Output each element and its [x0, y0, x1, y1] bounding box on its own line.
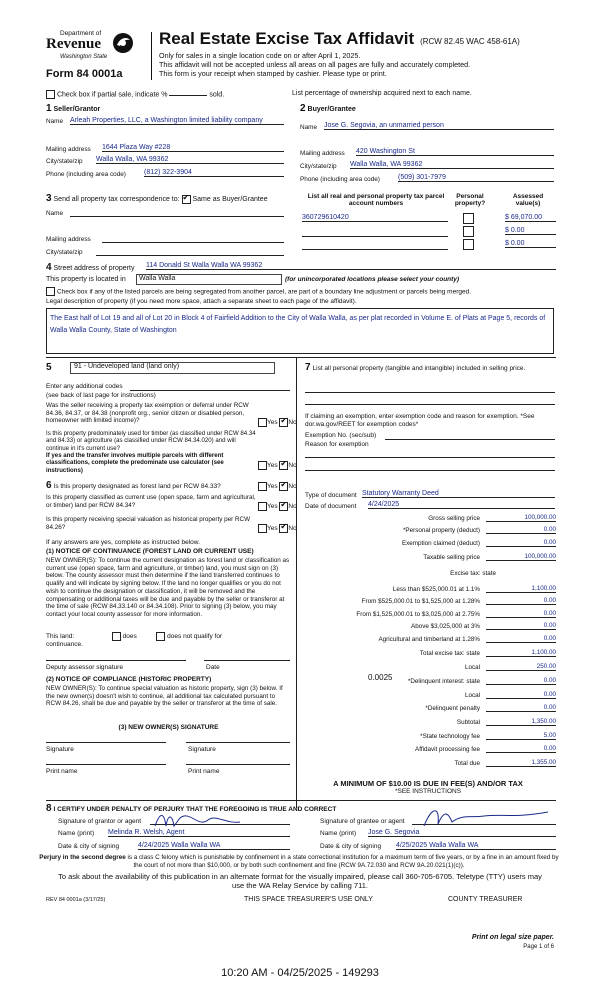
- form-number: Form 84 0001a: [46, 68, 123, 80]
- sec3-city-row: [46, 249, 286, 256]
- personal-property-checkbox-1[interactable]: [463, 213, 474, 224]
- page-number: Page 1 of 6: [523, 944, 554, 950]
- new-owner-title: (3) NEW OWNER(S) SIGNATURE: [118, 724, 219, 731]
- sec3-title: Send all property tax correspondence to:: [53, 196, 180, 203]
- local-rate: 0.0025: [368, 673, 393, 682]
- revenue-word: Revenue: [46, 36, 101, 52]
- sec3-num: 3: [46, 193, 52, 204]
- this-land-row: [46, 632, 222, 641]
- timber-question-note: If yes and the transfer involves multiple parcels with different classifications, complete the predominate use calculator (see instructions): [46, 452, 224, 474]
- timber-yes-label: Yes: [267, 462, 278, 470]
- deputy-date-label: Date: [206, 664, 220, 671]
- sold-label: sold.: [209, 91, 225, 99]
- sec3-city-field[interactable]: [96, 255, 284, 256]
- calc-label: Gross selling price: [428, 515, 480, 522]
- buyer-phone-field[interactable]: (509) 301-7979: [398, 174, 554, 182]
- revenue-logo: [46, 30, 146, 70]
- land-use-select[interactable]: 91 - Undeveloped land (land only): [70, 362, 275, 374]
- exemption-reason-line-2[interactable]: [305, 470, 555, 471]
- answers-note: If any answers are yes, complete as instructed below.: [46, 539, 200, 546]
- calc-row: [330, 623, 556, 633]
- assessed-value-2[interactable]: $ 0.00: [505, 227, 556, 235]
- sec8-num: 8: [46, 803, 52, 814]
- current-use-yes-no: [258, 502, 297, 511]
- timber-no-label: No: [288, 462, 297, 470]
- historic-yes-checkbox[interactable]: [258, 524, 267, 533]
- sec3-name-label: Name: [46, 210, 64, 217]
- title-row: [159, 29, 520, 49]
- calc-label: Affidavit processing fee: [415, 746, 480, 753]
- calc-value[interactable]: 0.00: [486, 597, 556, 605]
- seller-phone-field[interactable]: (812) 322-3904: [144, 169, 284, 177]
- buyer-address-row: [300, 150, 556, 157]
- exemption-no-label: No: [288, 419, 297, 427]
- additional-codes-note: (see back of last page for instructions): [46, 392, 156, 399]
- calc-value[interactable]: 0.00: [486, 704, 556, 712]
- land-does-label: does: [122, 633, 137, 641]
- calc-value[interactable]: 0.00: [486, 677, 556, 685]
- timestamp-stamp: 10:20 AM - 04/25/2025 - 149293: [221, 967, 379, 979]
- buyer-num: 2: [300, 103, 306, 114]
- accessibility-notice: To ask about the availability of this publication in an alternate format for the visually impaired, please call 360-705-6705. Teletype (TTY) users may use the WA Relay Service by calling 711.: [58, 872, 542, 890]
- doc-date-label: Date of document: [305, 503, 357, 510]
- seller-title: Seller/Grantor: [53, 106, 101, 113]
- owner-signature-2[interactable]: [186, 742, 290, 743]
- owner-signature-label-2: Signature: [188, 746, 216, 753]
- parcel-number-3[interactable]: [302, 241, 448, 250]
- calc-label: From $1,525,000.01 to $3,025,000 at 2.75%: [356, 611, 480, 618]
- calc-label: *Delinquent penalty: [425, 705, 480, 712]
- buyer-city-field[interactable]: Walla Walla, WA 99362: [350, 161, 554, 169]
- calc-row: [330, 586, 556, 596]
- buyer-title: Buyer/Grantee: [307, 106, 356, 113]
- personal-property-line-1[interactable]: [305, 392, 555, 393]
- seller-name-field[interactable]: Arleah Properties, LLC, a Washington limited liability company: [70, 117, 284, 125]
- forest-yes-no: [258, 482, 297, 491]
- sec3-heading: [46, 193, 268, 204]
- partial-percent-field[interactable]: [169, 95, 207, 96]
- forest-no-checkbox[interactable]: [279, 482, 288, 491]
- calc-value[interactable]: 0.00: [486, 745, 556, 753]
- grantee-signature-icon: [418, 804, 558, 830]
- grantor-date-label: Date & city of signing: [58, 843, 120, 850]
- personal-property-line-2[interactable]: [305, 404, 555, 405]
- sec7-heading: [305, 362, 555, 373]
- seller-name-row: [46, 118, 286, 125]
- exemption-reason-label: Reason for exemption: [305, 441, 369, 448]
- doc-date-field[interactable]: 4/24/2025: [368, 501, 555, 509]
- exemption-no-field[interactable]: [385, 432, 555, 440]
- sec7-num: 7: [305, 362, 311, 373]
- calc-label: Above $3,025,000 at 3%: [411, 623, 480, 630]
- legal-label: Legal description of property (if you need more space, attach a separate sheet to each page of the affidavit).: [46, 298, 357, 305]
- certify-title: I CERTIFY UNDER PENALTY OF PERJURY THAT THE FOREGOING IS TRUE AND CORRECT: [53, 806, 337, 813]
- calc-label: *Delinquent interest: state: [407, 678, 480, 685]
- historic-yes-label: Yes: [267, 525, 278, 533]
- current-use-no-label: No: [288, 503, 297, 511]
- timber-no-checkbox[interactable]: [279, 461, 288, 470]
- sec3-name-field[interactable]: [70, 216, 284, 217]
- section-divider-8: [46, 800, 556, 801]
- header-note-3: This form is your receipt when stamped by cashier. Please type or print.: [159, 69, 387, 78]
- calc-row: [330, 692, 556, 702]
- personal-property-checkbox-3[interactable]: [463, 239, 474, 250]
- calc-row: [330, 650, 556, 660]
- legal-description-text: The East half of Lot 19 and all of Lot 20 in Block 4 of Fairfield Addition to the City of Walla Walla, as per plat recorded in Volume E. of Plats at Page 5, records of Walla Walla County, State of Washington: [50, 315, 546, 334]
- assessed-col-header: Assessed value(s): [512, 193, 544, 207]
- sec3-address-label: Mailing address: [46, 236, 91, 243]
- calc-label: *Personal property (deduct): [402, 527, 480, 534]
- seller-city-label: City/state/zip: [46, 158, 83, 165]
- seller-phone-row: [46, 171, 286, 178]
- street-row: [46, 262, 134, 273]
- seller-phone-label: Phone (including area code): [46, 171, 126, 178]
- exemption-no-label: Exemption No. (sec/sub): [305, 432, 377, 439]
- exemption-yes-label: Yes: [267, 419, 278, 427]
- exemption-question: Was the seller receiving a property tax exemption or deferral under RCW 84.36, 84.37, or 84.38 (nonprofit org., senior citizen or disabled person, homeowner with limited income)?: [46, 402, 249, 425]
- forest-question: Is this property designated as forest land per RCW 84.33?: [53, 483, 221, 490]
- perjury-notice: [38, 854, 560, 869]
- historic-yes-no: [258, 524, 297, 533]
- forest-no-label: No: [288, 483, 297, 491]
- seller-address-field[interactable]: 1644 Plaza Way #228: [102, 144, 284, 152]
- sec5-num: 5: [46, 362, 52, 373]
- grantor-signature-label: Signature of grantor or agent: [58, 818, 142, 825]
- minimum-due: A MINIMUM OF $10.00 IS DUE IN FEE(S) AND/OR TAX: [333, 779, 523, 788]
- calc-row: [330, 664, 556, 674]
- grantee-name-label: Name (print): [320, 830, 357, 837]
- calc-value[interactable]: 0.00: [486, 539, 556, 547]
- calc-label: Agricultural and timberland at 1.28%: [378, 636, 480, 643]
- sec3-address-row: [46, 236, 286, 243]
- calc-row: [330, 760, 556, 770]
- current-use-yes-label: Yes: [267, 503, 278, 511]
- calc-value[interactable]: 0.00: [486, 622, 556, 630]
- calc-label: Total excise tax: state: [419, 650, 480, 657]
- owner-print-label-2: Print name: [188, 768, 220, 775]
- doc-type-label: Type of document: [305, 492, 357, 499]
- exemption-yes-checkbox[interactable]: [258, 418, 267, 427]
- timber-question: Is this property predominately used for timber (as classified under RCW 84.34 and 84.33) or agriculture (as classified under RCW 84.34.020) and will continue in it's current use?: [46, 430, 256, 452]
- same-as-buyer-label: Same as Buyer/Grantee: [192, 196, 268, 203]
- owner-print-2[interactable]: [186, 764, 290, 765]
- land-does-not-checkbox[interactable]: [156, 632, 165, 641]
- treasurer-only: THIS SPACE TREASURER'S USE ONLY: [244, 896, 373, 903]
- doc-type-field[interactable]: Statutory Warranty Deed: [362, 490, 555, 498]
- historic-no-checkbox[interactable]: [279, 524, 288, 533]
- land-does-checkbox[interactable]: [112, 632, 121, 641]
- exemption-yes-no: [258, 418, 297, 427]
- owner-signature-1[interactable]: [46, 742, 166, 743]
- notice-compliance-text: NEW OWNER(S): To continue special valuation as historic property, sign (3) below. If the new owner(s) doesn't wish to continue, all additional tax calculated pursuant to RCW 84.26, shall be due and payable by the seller or transferor at the time of sale.: [46, 685, 283, 708]
- parcel-number-1[interactable]: 360729610420: [302, 214, 448, 222]
- street-label: Street address of property: [53, 265, 135, 272]
- calc-label: Local: [464, 664, 480, 671]
- calc-value[interactable]: 1,100.00: [486, 649, 556, 657]
- exemption-text: If claiming an exemption, enter exemption code and reason for exemption. *See dor.wa.gov/REET for exemption codes*: [305, 413, 535, 428]
- header-note-2: This affidavit will not be accepted unless all areas on all pages are fully and accurately completed.: [159, 60, 471, 69]
- assessed-value-1[interactable]: $ 69,070.00: [505, 214, 556, 222]
- buyer-address-label: Mailing address: [300, 150, 345, 157]
- continuance-label: continuance.: [46, 641, 83, 648]
- notice-continuance-text: NEW OWNER(S): To continue the current designation as forest land or classification as current use (open space, farm and agriculture, or timber) land, you must sign on (3) below. The county assessor must then determine if the land transferred continues to qualify and will indicate by signing below. If the land no longer qualifies or you do not wish to continue the designation or classification, it will be removed and the compensating or additional taxes will be due and payable by the seller or transferor at the time of sale (RCW 84.33.140 or 84.34.108). Prior to signing (3) below, you may contact your local county assessor for more information.: [46, 557, 290, 618]
- section-divider-5: [46, 357, 556, 358]
- rev-code: REV 84 0001a (3/17/25): [46, 897, 106, 903]
- timber-yes-no: [258, 461, 297, 470]
- sec3-address-field[interactable]: [102, 242, 284, 243]
- buyer-city-row: [300, 163, 556, 170]
- same-as-buyer-checkbox[interactable]: [182, 195, 191, 204]
- sec3-name-row: [46, 210, 286, 217]
- parcel-col-header: List all real and personal property tax parcel account numbers: [307, 193, 445, 207]
- calc-value[interactable]: 100,000.00: [486, 514, 556, 522]
- grantee-date-label: Date & city of signing: [320, 843, 382, 850]
- buyer-phone-label: Phone (including area code): [300, 176, 380, 183]
- partial-sale-checkbox[interactable]: [46, 90, 55, 99]
- legal-description-box[interactable]: [46, 308, 554, 354]
- historic-question: Is this property receiving special valuation as historical property per RCW 84.26?: [46, 516, 251, 531]
- calc-row: [330, 515, 556, 525]
- partial-sale-label: Check box if partial sale, indicate %: [56, 91, 168, 99]
- exemption-no-checkbox[interactable]: [279, 418, 288, 427]
- segregated-row: [46, 287, 471, 296]
- segregated-label: Check box if any of the listed parcels are being segregated from another parcel, are part of a boundary line adjustment or parcels being merged.: [56, 288, 472, 296]
- located-label: This property is located in: [46, 276, 126, 283]
- perjury-bold: Perjury in the second degree: [39, 854, 126, 861]
- personal-col-header: Personal property?: [454, 193, 486, 207]
- current-use-yes-checkbox[interactable]: [258, 502, 267, 511]
- calc-label: Taxable selling price: [423, 554, 480, 561]
- current-use-question: Is this property classified as current use (open space, farm and agricultural, or timber) land per RCW 84.34?: [46, 494, 256, 509]
- calc-value[interactable]: 1,100.00: [486, 585, 556, 593]
- buyer-name-row: [300, 124, 556, 131]
- grantor-date-field[interactable]: 4/24/2025 Walla Walla WA: [138, 842, 290, 850]
- calc-value[interactable]: 0.00: [486, 635, 556, 643]
- buyer-name-field[interactable]: Jose G. Segovia, an unmarried person: [324, 122, 554, 130]
- this-land-label: This land:: [46, 633, 75, 641]
- seller-heading: [46, 103, 100, 114]
- historic-no-label: No: [288, 525, 297, 533]
- calc-value[interactable]: 1,355.00: [486, 759, 556, 767]
- calc-row: [330, 570, 556, 580]
- wa-logo-icon: [112, 32, 134, 54]
- located-select[interactable]: Walla Walla: [136, 274, 282, 285]
- calc-value[interactable]: 0.00: [486, 691, 556, 699]
- notice-continuance-title: (1) NOTICE OF CONTINUANCE (FOREST LAND OR CURRENT USE): [46, 548, 254, 555]
- deputy-date-line[interactable]: [204, 660, 290, 661]
- calc-label: Less than $525,000.01 at 1.1%: [392, 586, 480, 593]
- calc-row: [330, 733, 556, 743]
- grantor-name-field[interactable]: Melinda R. Welsh, Agent: [108, 829, 290, 837]
- calc-value[interactable]: 5.00: [486, 732, 556, 740]
- ownership-note: List percentage of ownership acquired next to each name.: [292, 90, 472, 97]
- calc-value[interactable]: 0.00: [486, 526, 556, 534]
- rcw-ref: (RCW 82.45 WAC 458-61A): [420, 37, 520, 46]
- seller-city-field[interactable]: Walla Walla, WA 99362: [96, 156, 284, 164]
- forest-yes-label: Yes: [267, 483, 278, 491]
- partial-sale-row: [46, 90, 224, 99]
- grantee-date-field[interactable]: 4/25/2025 Walla Walla WA: [396, 842, 556, 850]
- parcel-number-2[interactable]: [302, 228, 448, 237]
- buyer-heading: [300, 103, 356, 114]
- deputy-signature-label: Deputy assessor signature: [46, 664, 123, 671]
- calc-label: From $525,000.01 to $1,525,000 at 1.28%: [361, 598, 480, 605]
- seller-num: 1: [46, 103, 52, 114]
- calc-row: [330, 611, 556, 621]
- calc-row: [330, 746, 556, 756]
- calc-label: Local: [464, 692, 480, 699]
- personal-property-checkbox-2[interactable]: [463, 226, 474, 237]
- forest-yes-checkbox[interactable]: [258, 482, 267, 491]
- calc-row: [330, 636, 556, 646]
- calc-row: [330, 540, 556, 550]
- forest-row: [46, 480, 221, 491]
- sec3-city-label: City/state/zip: [46, 249, 83, 256]
- calc-label: Total due: [454, 760, 480, 767]
- perjury-text: is a class C felony which is punishable by confinement in a state correctional institution for a maximum term of five years, or by a fine in an amount fixed by the court of not more than $10,000, or by both such confinement and fine (RCW 9A.72.030 and RCW 9A.20.021(1)(c)).: [127, 854, 559, 869]
- located-row: [46, 276, 126, 283]
- grantee-signature-label: Signature of grantee or agent: [320, 818, 405, 825]
- calc-label: Exemption claimed (deduct): [401, 540, 480, 547]
- calc-label: Excise tax: state: [450, 570, 496, 577]
- calc-value[interactable]: 100,000.00: [486, 553, 556, 561]
- county-treasurer: COUNTY TREASURER: [448, 896, 523, 903]
- header-divider: [151, 32, 152, 80]
- header-note-1: Only for sales in a single location code on or after April 1, 2025.: [159, 51, 361, 60]
- deputy-signature-line[interactable]: [46, 660, 186, 661]
- located-note: (for unincorporated locations please select your county): [285, 276, 460, 283]
- seller-city-row: [46, 158, 286, 165]
- owner-signature-label-1: Signature: [46, 746, 74, 753]
- land-does-not-label: does not qualify for: [167, 633, 223, 641]
- calc-row: [330, 527, 556, 537]
- segregated-checkbox[interactable]: [46, 287, 55, 296]
- buyer-city-label: City/state/zip: [300, 163, 337, 170]
- calc-row: [330, 554, 556, 564]
- seller-address-row: [46, 146, 286, 153]
- grantee-name-field[interactable]: Jose G. Segovia: [368, 829, 556, 837]
- seller-name-label: Name: [46, 118, 64, 125]
- street-field[interactable]: 114 Donald St Walla Walla WA 99362: [146, 262, 556, 270]
- buyer-address-field[interactable]: 420 Washington St: [356, 148, 554, 156]
- current-use-no-checkbox[interactable]: [279, 502, 288, 511]
- calc-row: [330, 598, 556, 608]
- owner-print-label-1: Print name: [46, 768, 78, 775]
- calc-value[interactable]: 0.00: [486, 610, 556, 618]
- calc-value[interactable]: 1,350.00: [486, 718, 556, 726]
- timber-yes-checkbox[interactable]: [258, 461, 267, 470]
- owner-print-1[interactable]: [46, 764, 166, 765]
- calc-row: [330, 705, 556, 715]
- seller-address-label: Mailing address: [46, 146, 91, 153]
- page-title: Real Estate Excise Tax Affidavit: [159, 29, 415, 48]
- buyer-phone-row: [300, 176, 556, 183]
- dept-line: Department of: [60, 30, 102, 37]
- legal-paper-note: Print on legal size paper.: [471, 934, 554, 941]
- sec6-num: 6: [46, 480, 52, 491]
- buyer-name-label: Name: [300, 124, 318, 131]
- sec7-title: List all personal property (tangible and intangible) included in selling price.: [312, 365, 526, 372]
- see-instructions: *SEE INSTRUCTIONS: [394, 788, 462, 795]
- sec4-num: 4: [46, 262, 52, 273]
- calc-label: Subtotal: [456, 719, 480, 726]
- calc-value[interactable]: 250.00: [486, 663, 556, 671]
- exemption-reason-line-1[interactable]: [305, 457, 555, 458]
- assessed-value-3[interactable]: $ 0.00: [505, 240, 556, 248]
- calc-row: [330, 719, 556, 729]
- notice-compliance-title: (2) NOTICE OF COMPLIANCE (HISTORIC PROPERTY): [46, 676, 212, 683]
- calc-label: *State technology fee: [420, 733, 480, 740]
- grantor-name-label: Name (print): [58, 830, 95, 837]
- calc-row: [330, 678, 556, 688]
- additional-codes-field[interactable]: [130, 383, 290, 391]
- state-line: Washington State: [60, 54, 108, 60]
- additional-codes-label: Enter any additional codes: [46, 383, 123, 390]
